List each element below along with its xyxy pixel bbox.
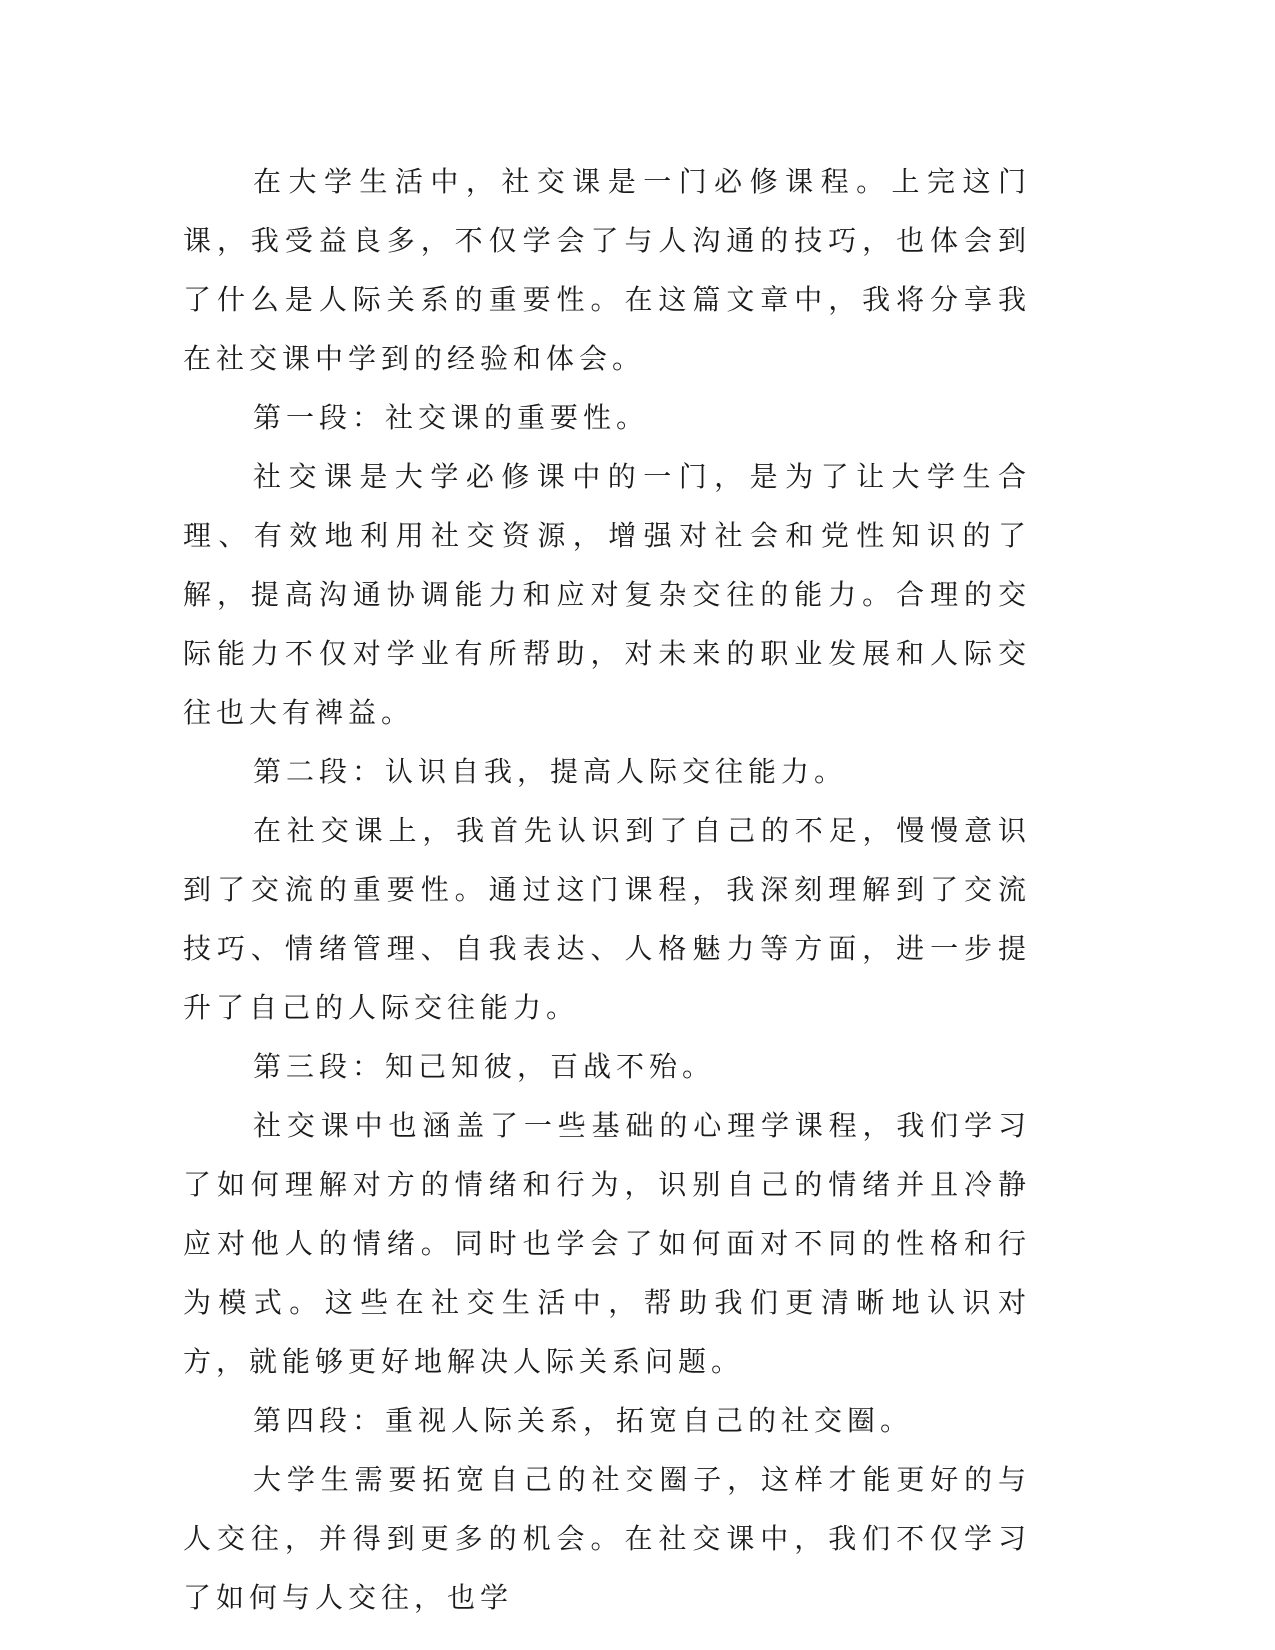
section-1-paragraph: 社交课是大学必修课中的一门，是为了让大学生合理、有效地利用社交资源，增强对社会和党性知识的了解，提高沟通协调能力和应对复杂交往的能力。合理的交际能力不仅对学业有所帮助，对未来的职业发展和人际交往也大有裨益。	[183, 460, 1031, 729]
section-3-paragraph: 社交课中也涵盖了一些基础的心理学课程，我们学习了如何理解对方的情绪和行为，识别自己的情绪并且冷静应对他人的情绪。同时也学会了如何面对不同的性格和行为模式。这些在社交生活中，帮助我们更清晰地认识对方，就能够更好地解决人际关系问题。	[183, 1109, 1031, 1378]
document-body	[183, 152, 1031, 1627]
section-heading-4: 第四段：重视人际关系，拓宽自己的社交圈。	[253, 1404, 914, 1437]
section-heading-3: 第三段：知己知彼，百战不殆。	[253, 1050, 716, 1083]
intro-paragraph: 在大学生活中，社交课是一门必修课程。上完这门课，我受益良多，不仅学会了与人沟通的技巧，也体会到了什么是人际关系的重要性。在这篇文章中，我将分享我在社交课中学到的经验和体会。	[183, 165, 1031, 375]
section-4-paragraph: 大学生需要拓宽自己的社交圈子，这样才能更好的与人交往，并得到更多的机会。在社交课中，我们不仅学习了如何与人交往，也学	[183, 1463, 1031, 1614]
section-heading-1: 第一段：社交课的重要性。	[253, 401, 650, 434]
section-2-paragraph: 在社交课上，我首先认识到了自己的不足，慢慢意识到了交流的重要性。通过这门课程，我深刻理解到了交流技巧、情绪管理、自我表达、人格魅力等方面，进一步提升了自己的人际交往能力。	[183, 814, 1031, 1024]
section-heading-2: 第二段：认识自我，提高人际交往能力。	[253, 755, 848, 788]
